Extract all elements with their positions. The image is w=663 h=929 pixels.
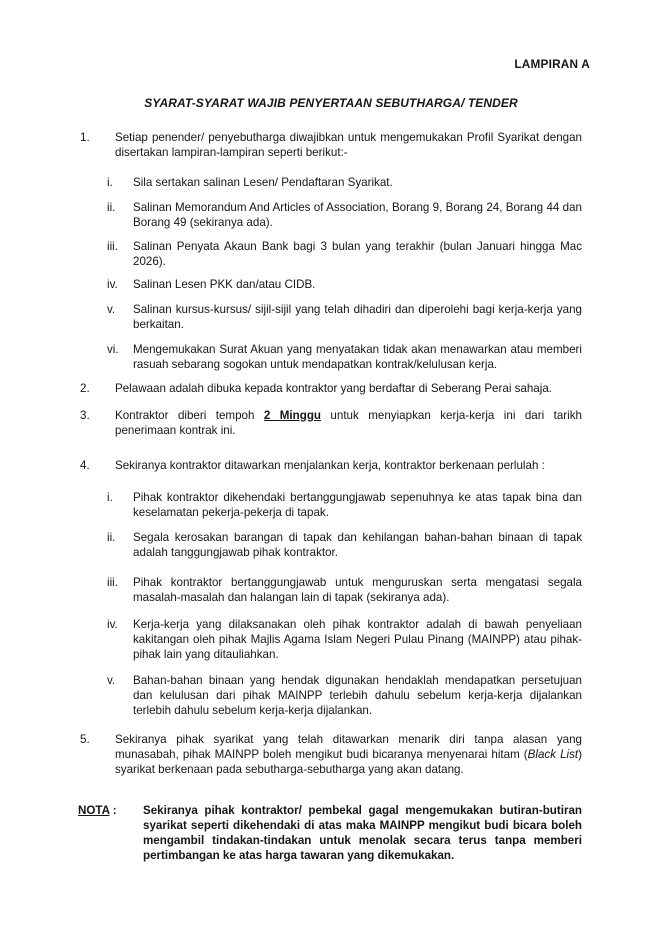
nota-colon: : [112,804,117,817]
clause-1 [80,130,582,160]
clause-5-italic: Black List [527,748,579,761]
clause-4-item-ii-text: Segala kerosakan barangan di tapak dan kehilangan bahan-bahan binaan di tapak adalah tanggungjawab pihak kontraktor. [133,531,582,559]
clause-3-emphasis: 2 Minggu [263,409,321,422]
clause-1-text: Setiap penender/ penyebutharga diwajibkan untuk mengemukakan Profil Syarikat dengan disertakan lampiran-lampiran seperti berikut:- [115,131,582,159]
clause-2-number: 2. [80,382,90,395]
clause-4-item-iii [107,575,582,605]
clause-4-item-v [107,673,582,718]
clause-1-item-vi [107,342,582,372]
clause-4-item-ii [107,530,582,560]
clause-1-item-iii [107,239,582,269]
clause-1-number: 1. [80,131,90,144]
clause-1-item-ii-text: Salinan Memorandum And Articles of Association, Borang 9, Borang 24, Borang 44 dan Borang 49 (sekiranya ada). [133,201,582,229]
clause-1-item-vi-text: Mengemukakan Surat Akuan yang menyatakan tidak akan menawarkan atau memberi rasuah sebarang sogokan untuk mendapatkan kontrak/kelulusan kerja. [133,343,582,371]
nota-text: Sekiranya pihak kontraktor/ pembekal gagal mengemukakan butiran-butiran syarikat seperti dikehendaki di atas maka MAINPP mengikut budi bicara boleh mengambil tindakan-tindakan untuk menolak secara terus tanpa memberi pertimbangan ke atas harga tawaran yang dikemukakan. [143,804,582,862]
clause-4-item-ii-number: ii. [107,531,116,544]
clause-4-text: Sekiranya kontraktor ditawarkan menjalankan kerja, kontraktor berkenaan perlulah : [115,459,545,472]
clause-1-item-i [107,175,582,190]
clause-1-item-iv-text: Salinan Lesen PKK dan/atau CIDB. [133,278,316,291]
nota-label [78,803,143,863]
clause-4-item-iii-number: iii. [107,576,118,589]
clause-1-item-ii [107,200,582,230]
clause-3-number: 3. [80,409,90,422]
clause-1-item-v-text: Salinan kursus-kursus/ sijil-sijil yang telah dihadiri dan diperolehi bagi kerja-kerja yang berkaitan. [133,303,582,331]
clause-5-text-before: Sekiranya pihak syarikat yang telah ditawarkan menarik diri tanpa alasan yang munasabah, pihak MAINPP boleh mengikut budi bicaranya menyenarai hitam ( [115,733,582,761]
clause-5-text-after: ) syarikat berkenaan pada sebutharga-sebutharga yang akan datang. [115,748,582,776]
clause-1-item-v-number: v. [107,303,116,316]
clause-1-item-iv [107,277,582,292]
clause-5-number: 5. [80,733,90,746]
clause-4-number: 4. [80,459,90,472]
clause-1-item-vi-number: vi. [107,343,119,356]
clause-4-item-i [107,490,582,520]
clause-5-text [115,732,582,777]
clause-3-text [115,408,582,438]
clause-4-item-iv-text: Kerja-kerja yang dilaksanakan oleh pihak kontraktor adalah di bawah penyeliaan kakitangan oleh pihak Majlis Agama Islam Negeri Pulau Pinang (MAINPP) atau pihak-pihak lain yang ditauliahkan. [133,618,582,661]
clause-4-item-iv-number: iv. [107,618,118,631]
clause-2-text: Pelawaan adalah dibuka kepada kontraktor yang berdaftar di Seberang Perai sahaja. [115,382,552,395]
clause-1-item-v [107,302,582,332]
clause-3-text-before: Kontraktor diberi tempoh [115,409,264,422]
nota-block [78,803,582,863]
clause-4 [80,458,582,473]
clause-4-item-v-number: v. [107,674,116,687]
clause-3-text-after: untuk menyiapkan kerja-kerja ini dari tarikh penerimaan kontrak ini. [115,409,582,437]
clause-1-item-i-text: Sila sertakan salinan Lesen/ Pendaftaran Syarikat. [133,176,393,189]
clause-1-item-ii-number: ii. [107,201,116,214]
clause-4-item-iv [107,617,582,662]
lampiran-label: LAMPIRAN A [514,57,590,71]
clause-1-item-iii-number: iii. [107,240,118,253]
clause-4-item-i-text: Pihak kontraktor dikehendaki bertanggungjawab sepenuhnya ke atas tapak bina dan keselamatan pekerja-pekerja di tapak. [133,491,582,519]
clause-4-item-iii-text: Pihak kontraktor bertanggungjawab untuk menguruskan serta mengatasi segala masalah-masalah dan halangan lain di tapak (sekiranya ada). [133,576,582,604]
clause-2 [80,381,582,396]
clause-5 [80,732,582,777]
clause-1-item-iv-number: iv. [107,278,118,291]
clause-3 [80,408,582,438]
clause-4-item-v-text: Bahan-bahan binaan yang hendak digunakan hendaklah mendapatkan persetujuan dan kelulusan dari pihak MAINPP terlebih dahulu sebelum kerja-kerja dijalankan terlebih dahulu sebelum kerja-kerja dijalankan. [133,674,582,717]
clause-1-item-i-number: i. [107,176,113,189]
clause-1-item-iii-text: Salinan Penyata Akaun Bank bagi 3 bulan yang terakhir (bulan Januari hingga Mac 2026). [133,240,582,268]
nota-label-word: NOTA [78,804,110,817]
clause-4-item-i-number: i. [107,491,113,504]
document-title: SYARAT-SYARAT WAJIB PENYERTAAN SEBUTHARGA/ TENDER [144,96,518,110]
